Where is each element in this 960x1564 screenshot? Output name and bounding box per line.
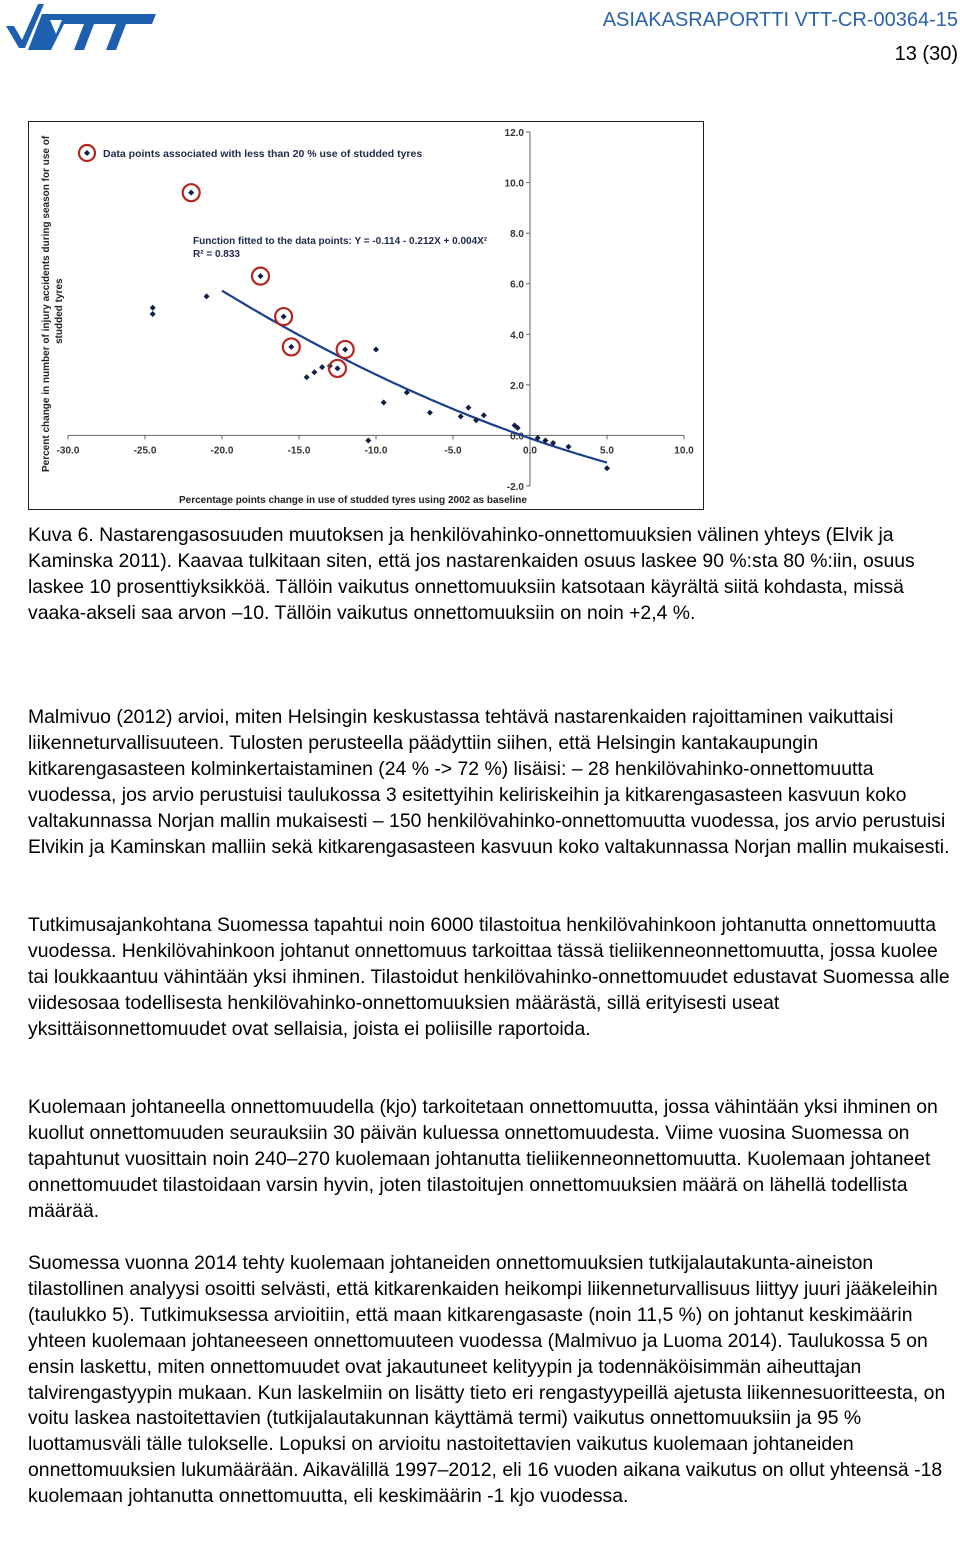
data-point	[373, 346, 379, 352]
data-point	[342, 346, 348, 352]
data-point	[150, 311, 156, 317]
y-tick-label: 10.0	[504, 178, 524, 190]
x-tick-label: -5.0	[444, 445, 462, 457]
y-tick-label: 2.0	[510, 380, 524, 392]
data-point	[604, 465, 610, 471]
data-point	[188, 190, 194, 196]
data-point	[335, 365, 341, 371]
x-tick-label: -15.0	[287, 445, 311, 457]
y-tick-label: 12.0	[504, 128, 524, 139]
paragraph-text: Tutkimusajankohtana Suomessa tapahtui noin 6000 tilastoitua henkilövahinkoon johtanutta onnettomuutta vuodessa. Henkilövahinkoon johtanut onnettomuus tarkoittaa tässä tieliikenneonnettomuutta, jossa kuolee tai loukkaantuu vähintään yksi ihminen. Tilastoidut henkilövahinko-onnettomuudet edustavat Suomessa alle viidesosaa todellisesta henkilövahinko-onnettomuuksien määrästä, sillä erityisesti useat yksittäisonnettomuudet ovat sellaisia, joista ei poliisille raportoida.	[28, 914, 950, 1040]
y-axis-label-line2: studded tyres	[54, 278, 65, 344]
paragraph-3	[28, 1095, 960, 1225]
scatter-figure	[28, 121, 704, 510]
fit-annotation: Function fitted to the data points: Y = -0.114 - 0.212X + 0.004X²	[193, 236, 488, 247]
data-point	[458, 413, 464, 419]
paragraph-text: Kuolemaan johtaneella onnettomuudella (kjo) tarkoitetaan onnettomuutta, jossa vähintään yksi ihminen on kuollut onnettomuuden seurauksiin 30 päivän kuluessa onnettomuudesta. Viime vuosina Suomessa on tapahtunut vuosittain noin 240–270 kuolemaan johtanutta tieliikenneonnettomuutta. Kuolemaan johtaneet onnettomuudet tilastoidaan varsin hyvin, joten tilastoitujen onnettomuuksien määrä on lähellä todellista määrää.	[28, 1096, 938, 1222]
r-squared-annotation: R² = 0.833	[193, 249, 240, 260]
data-point	[150, 305, 156, 311]
vtt-logo-icon	[6, 4, 158, 54]
caption-text: Kuva 6. Nastarengasosuuden muutoksen ja henkilövahinko-onnettomuuksien välinen yhteys (Elvik ja Kaminska 2011). Kaavaa tulkitaan siten, että jos nastarenkaiden osuus laskee 90 %:sta 80 %:iin, osuus laskee 10 prosenttiyksikköä. Tällöin vaikutus onnettomuuksiin katsotaan käyrältä siitä kohdasta, missä vaaka-akseli saa arvon –10. Tällöin vaikutus onnettomuuksiin on noin +2,4 %.	[28, 524, 915, 624]
fit-curve	[222, 291, 607, 463]
x-tick-label: -20.0	[210, 445, 234, 457]
data-point	[427, 410, 433, 416]
y-tick-label: 0.0	[510, 431, 524, 443]
y-tick-label: 6.0	[510, 279, 524, 291]
x-tick-label: -25.0	[133, 445, 157, 457]
report-id: ASIAKASRAPORTTI VTT-CR-00364-15	[602, 9, 958, 31]
x-tick-label: 10.0	[674, 445, 694, 457]
legend-text: Data points associated with less than 20 % use of studded tyres	[103, 148, 423, 160]
legend-marker	[84, 150, 90, 156]
data-point	[381, 400, 387, 406]
page-number: 13 (30)	[894, 43, 958, 65]
data-point	[288, 344, 294, 350]
data-point	[281, 314, 287, 320]
data-point	[258, 273, 264, 279]
data-point	[481, 412, 487, 418]
vtt-logo	[6, 4, 158, 54]
y-tick-label: 4.0	[510, 330, 524, 342]
y-tick-label: -2.0	[506, 482, 524, 493]
scatter-chart	[29, 122, 703, 509]
data-point	[319, 364, 325, 370]
x-tick-label: 0.0	[523, 445, 537, 457]
x-tick-label: -30.0	[56, 445, 80, 457]
data-point	[204, 293, 210, 299]
x-tick-label: -10.0	[364, 445, 388, 457]
paragraph-1	[28, 705, 960, 860]
x-tick-label: 5.0	[600, 445, 614, 457]
paragraph-text: Malmivuo (2012) arvioi, miten Helsingin keskustassa tehtävä nastarenkaiden rajoittaminen vaikuttaisi liikenneturvallisuuteen. Tulosten perusteella päädyttiin siihen, että Helsingin kantakaupungin kitkarengasasteen kolminkertaistaminen (24 % -> 72 %) lisäisi: – 28 henkilövahinko-onnettomuutta vuodessa, jos arvio perustuisi taulukossa 3 esitettyihin keliriskeihin ja kitkarengasasteen kasvuun koko valtakunnassa Norjan mallin mukaisesti – 150 henkilövahinko-onnettomuutta vuodessa, jos arvio perustuisi Elvikin ja Kaminskan malliin sekä kitkarengasasteen kasvuun koko valtakunnassa Norjan mallin mukaisesti.	[28, 706, 950, 858]
data-point	[465, 405, 471, 411]
x-axis-label: Percentage points change in use of studded tyres using 2002 as baseline	[179, 495, 527, 506]
data-point	[365, 437, 371, 443]
data-point	[304, 374, 310, 380]
y-tick-label: 8.0	[510, 229, 524, 241]
data-point	[566, 444, 572, 450]
data-point	[311, 369, 317, 375]
paragraph-text: Suomessa vuonna 2014 tehty kuolemaan johtaneiden onnettomuuksien tutkijalautakunta-aineiston tilastollinen analyysi osoitti selvästi, että kitkarenkaiden heikompi liikenneturvallisuus liittyy juuri jääkeleihin (taulukko 5). Tutkimuksessa arvioitiin, että maan kitkarengasaste (noin 11,5 %) on johtanut keskimäärin yhteen kuolemaan johtaneeseen onnettomuuteen vuodessa (Malmivuo ja Luoma 2014). Taulukossa 5 on ensin laskettu, miten onnettomuudet ovat jakautuneet kelityypin ja todennäköisimmän aiheuttajan talvirengastyypin mukaan. Kun laskelmiin on lisätty tieto eri rengastyypeillä ajetusta liikennesuoritteesta, on voitu laskea nastoitettavien (tutkijalautakunnan käyttämä termi) vaikutus onnettomuuksiin ja 95 % luottamusväli tälle tulokselle. Lopuksi on arvioitu nastoitettavien vaikutus kuolemaan johtaneiden onnettomuuksien lukumäärään. Aikavälillä 1997–2012, eli 16 vuoden aikana vaikutus on ollut yhteensä -18 kuolemaan johtanutta onnettomuutta, eli keskimäärin -1 kjo vuodessa.	[28, 1252, 946, 1508]
y-axis-label-line1: Percent change in number of injury accidents during season for use of	[41, 135, 52, 472]
figure-caption	[28, 523, 960, 627]
paragraph-2	[28, 913, 960, 1043]
paragraph-4	[28, 1251, 960, 1510]
